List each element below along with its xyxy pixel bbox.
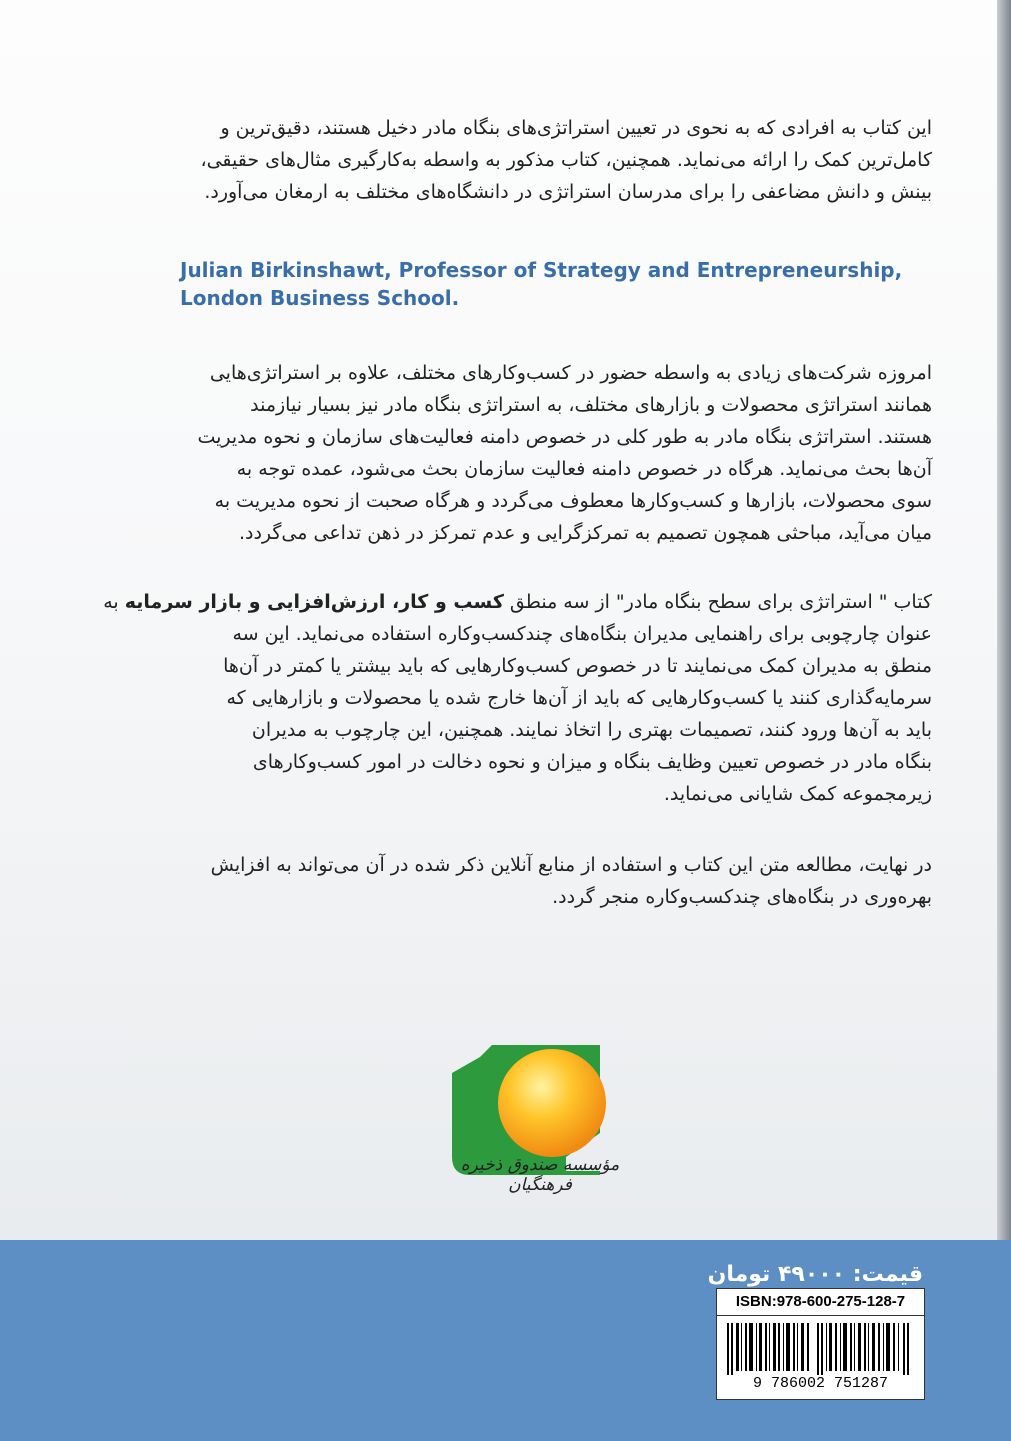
paragraph-text: به bbox=[103, 591, 125, 613]
paragraph-line: زیرمجموعه کمک شایانی می‌نماید. bbox=[663, 783, 932, 805]
quote-line: کامل‌ترین کمک را ارائه می‌نماید. همچنین، کتاب مذکور به واسطه به‌کارگیری مثال‌های حقیقی، bbox=[200, 149, 932, 171]
paragraph-line: باید به آن‌ها ورود کنند، تصمیمات بهتری را اتخاذ نمایند. همچنین، این چارچوب به مدیران bbox=[251, 719, 932, 741]
endorsement-quote bbox=[70, 112, 932, 208]
quote-line: این کتاب به افرادی که به نحوی در تعیین استراتژی‌های بنگاه مادر دخیل هستند، دقیق‌ترین و bbox=[220, 117, 932, 139]
barcode-number: 9 786002 751287 bbox=[752, 1375, 889, 1392]
paragraph-line: هستند. استراتژی بنگاه مادر به طور کلی در خصوص دامنه فعالیت‌های سازمان و نحوه مدیریت bbox=[197, 426, 932, 448]
publisher-name: مؤسسه صندوق ذخیره فرهنگیان bbox=[460, 1155, 620, 1195]
paragraph-line: همانند استراتژی محصولات و بازارهای مختلف، به استراتژی بنگاه مادر نیز بسیار نیازمند bbox=[250, 394, 932, 416]
paragraph-line: در نهایت، مطالعه متن این کتاب و استفاده از منابع آنلاین ذکر شده در آن می‌تواند به افزایش bbox=[210, 854, 932, 876]
price-label: قیمت: ۴۹۰۰۰ تومان bbox=[707, 1262, 923, 1287]
paragraph-line bbox=[70, 586, 932, 618]
barcode-box bbox=[716, 1288, 925, 1400]
paragraph-line: منطق به مدیران کمک می‌نمایند تا در خصوص کسب‌وکارهایی که باید بیشتر یا کمتر در آن‌ها bbox=[223, 655, 932, 677]
isbn-label: ISBN:978-600-275-128-7 bbox=[717, 1289, 924, 1316]
paragraph-line: بهره‌وری در بنگاه‌های چندکسب‌وکاره منجر گردد. bbox=[552, 886, 932, 908]
paragraph-text: کتاب " استراتژی برای سطح بنگاه مادر" از سه منطق bbox=[503, 591, 932, 613]
quote-line: بینش و دانش مضاعفی را برای مدرسان استراتژی در دانشگاه‌های مختلف به ارمغان می‌آورد. bbox=[204, 181, 932, 203]
description-paragraph-3 bbox=[70, 849, 932, 913]
paragraph-line: عنوان چارچوبی برای راهنمایی مدیران بنگاه‌های چندکسب‌وکاره استفاده می‌نماید. این سه bbox=[232, 623, 932, 645]
description-paragraph-1 bbox=[70, 357, 932, 549]
paragraph-line: سرمایه‌گذاری کنند یا کسب‌وکارهایی که باید از آن‌ها خارج شده یا محصولات و بازارهایی که bbox=[226, 687, 932, 709]
paragraph-line: آن‌ها بحث می‌نماید. هرگاه در خصوص دامنه فعالیت سازمان بحث می‌شود، عمده توجه به bbox=[236, 458, 932, 480]
barcode-icon bbox=[727, 1323, 913, 1375]
paragraph-line: میان می‌آید، مباحثی همچون تصمیم به تمرکزگرایی و عدم تمرکز در ذهن تداعی می‌گردد. bbox=[238, 522, 932, 544]
quote-attribution: Julian Birkinshawt, Professor of Strategy and Entrepreneurship, London Business School. bbox=[180, 258, 903, 310]
description-paragraph-2 bbox=[70, 586, 932, 810]
bold-phrase: کسب و کار، ارزش‌افزایی و بازار سرمایه bbox=[124, 591, 504, 613]
paragraph-line: بنگاه مادر در خصوص تعیین وظایف بنگاه و میزان و نحوه دخالت در امور کسب‌وکارهای bbox=[252, 751, 932, 773]
paragraph-line: امروزه شرکت‌های زیادی به واسطه حضور در کسب‌وکارهای مختلف، علاوه بر استراتژی‌هایی bbox=[209, 362, 932, 384]
spine-edge bbox=[997, 0, 1011, 1441]
paragraph-line: سوی محصولات، بازارها و کسب‌وکارها معطوف می‌گردد و هرگاه صحبت از نحوه مدیریت به bbox=[214, 490, 932, 512]
